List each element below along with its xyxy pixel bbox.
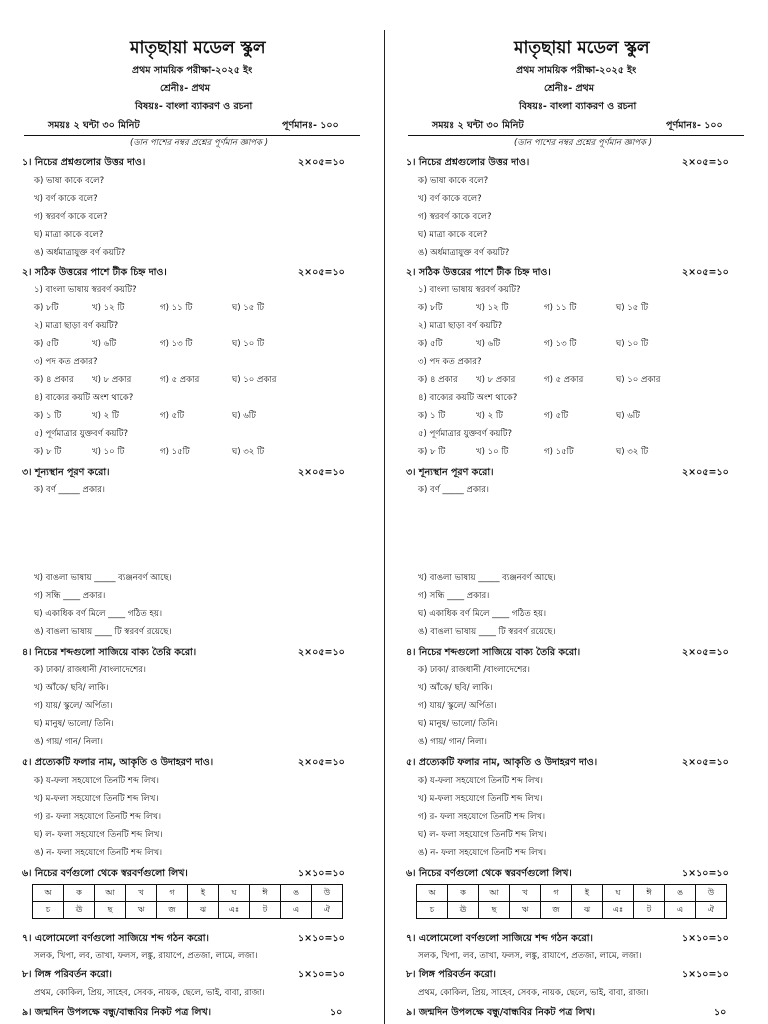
exam-sheet-right — [384, 0, 768, 1024]
q2-question: ৫) পূর্ণমাত্রার যুক্তবর্ণ কয়টি? — [418, 429, 512, 439]
time-label: সময়ঃ ২ ঘন্টা ৩০ মিনিট — [48, 120, 140, 131]
q2-option: গ) ১৫টি — [160, 447, 190, 457]
q1-marks: ২×০৫=১০ — [298, 157, 345, 168]
letter-cell: ঐ — [312, 902, 343, 919]
q4-title: ৪। নিচের শব্দগুলো সাজিয়ে বাক্য তৈরি করো। — [406, 647, 581, 658]
q2-question: ৪) বাক্যের কয়টি অংশ থাকে? — [418, 393, 518, 403]
q6-title: ৬। নিচের বর্ণগুলো থেকে স্বরবর্ণগুলো লিখ। — [22, 868, 188, 879]
q7-title: ৭। এলোমেলো বর্ণগুলো সাজিয়ে শব্দ গঠন করো। — [22, 933, 209, 944]
q2-option: ঘ) ১০ টি — [616, 339, 649, 349]
letters-table — [32, 884, 343, 919]
letter-cell: আ — [479, 885, 510, 902]
letter-cell: অ — [417, 885, 448, 902]
q5-item: ঙ) ন- ফলা সহযোগে তিনটি শব্দ লিখ। — [418, 848, 547, 858]
q2-option: ক) ৪ প্রকার — [34, 375, 74, 385]
letter-cell: ঊ — [448, 902, 479, 919]
q2-option: গ) ৫টি — [544, 411, 569, 421]
q8-text: প্রথম, কোকিল, প্রিয়, সাহেব, সেবক, নায়ক, ছেলে, ভাই, বাবা, রাজা। — [34, 988, 265, 998]
q2-option: ক) ৮টি — [34, 303, 59, 313]
header-rule — [408, 135, 744, 136]
q1-item: ক) ভাষা কাকে বলে? — [34, 176, 105, 186]
class-label: শ্রেনীঃ- প্রথম — [160, 83, 210, 94]
q1-item: ঘ) মাত্রা কাকে বলে? — [34, 230, 104, 240]
q2-option: ঘ) ১৫ টি — [616, 303, 649, 313]
q1-item: ঙ) অর্ধমাত্রাযুক্ত বর্ণ কয়টি? — [418, 248, 510, 258]
q2-option: ক) ১ টি — [418, 411, 446, 421]
q6-marks: ১×১০=১০ — [682, 868, 729, 879]
q3-title: ৩। শূন্যস্থান পূরণ করো। — [22, 467, 110, 478]
q3-marks: ২×০৫=১০ — [682, 467, 729, 478]
letter-cell: ঈ — [250, 885, 281, 902]
letter-cell: ঙ — [281, 885, 312, 902]
letter-cell: ঘ — [219, 885, 250, 902]
q7-text: সলক, খিপা, লব, তাখা, ফলস, লঙ্কু, রাযাপে, প্রতজা, লামে, লজা। — [34, 951, 258, 961]
letter-cell: ঋ — [510, 902, 541, 919]
letter-cell: ট — [634, 902, 665, 919]
q5-marks: ২×০৫=১০ — [682, 757, 729, 768]
q2-option: খ) ৬টি — [476, 339, 501, 349]
q2-option: ক) ৪ প্রকার — [418, 375, 458, 385]
q4-marks: ২×০৫=১০ — [298, 647, 345, 658]
q3-item: ক) বর্ণ _____ প্রকার। — [418, 485, 489, 495]
q2-option: ক) ৮টি — [418, 303, 443, 313]
letter-cell: ঊ — [64, 902, 95, 919]
q2-option: খ) ২ টি — [476, 411, 503, 421]
q2-title: ২। সঠিক উত্তরের পাশে টীক চিহ্ন দাও। — [22, 267, 167, 278]
letter-cell: উ — [312, 885, 343, 902]
q2-option: খ) ১২ টি — [476, 303, 509, 313]
letter-cell: জ — [541, 902, 572, 919]
subject-label: বিষয়ঃ- বাংলা ব্যাকরণ ও রচনা — [519, 101, 637, 112]
q2-question: ১) বাংলা ভাষায় স্বরবর্ণ কয়টি? — [34, 285, 137, 295]
q4-item: ঘ) মানুষ/ ভালো/ তিনি। — [418, 719, 498, 729]
letter-cell: ক — [64, 885, 95, 902]
q2-option: খ) ১০ টি — [92, 447, 125, 457]
q5-marks: ২×০৫=১০ — [298, 757, 345, 768]
q2-question: ২) মাত্রা ছাড়া বর্ণ কয়টি? — [418, 321, 503, 331]
q2-marks: ২×০৫=১০ — [682, 267, 729, 278]
letter-cell: এ — [281, 902, 312, 919]
q3-item: ঘ) একাধিক বর্ণ মিলে ____ গঠিত হয়। — [418, 609, 547, 619]
q5-item: খ) ম-ফলা সহযোগে তিনটি শব্দ লিখ। — [418, 794, 543, 804]
letter-cell: ঋ — [126, 902, 157, 919]
q5-title: ৫। প্রত্যেকটি ফলার নাম, আকৃতি ও উদাহরণ দাও। — [22, 757, 214, 768]
class-label: শ্রেনীঃ- প্রথম — [544, 83, 594, 94]
q1-marks: ২×০৫=১০ — [682, 157, 729, 168]
q1-item: গ) স্বরবর্ণ কাকে বলে? — [418, 212, 492, 222]
header-rule — [24, 135, 360, 136]
q7-marks: ১×১০=১০ — [682, 933, 729, 944]
q4-item: ক) ঢাকা/ রাজধানী /বাংলাদেশের। — [34, 665, 146, 675]
q3-item: গ) সন্ধি ____ প্রকার। — [34, 591, 106, 601]
letter-cell: ক — [448, 885, 479, 902]
q2-option: ক) ৫টি — [418, 339, 443, 349]
marks-note: (ডান পাশের নম্বর প্রশ্নের পূর্ণমান জ্ঞাপক ) — [130, 138, 269, 148]
q5-item: খ) ম-ফলা সহযোগে তিনটি শব্দ লিখ। — [34, 794, 159, 804]
q7-text: সলক, খিপা, লব, তাখা, ফলস, লঙ্কু, রাযাপে, প্রতজা, লামে, লজা। — [418, 951, 642, 961]
marks-note: (ডান পাশের নম্বর প্রশ্নের পূর্ণমান জ্ঞাপক ) — [514, 138, 653, 148]
q3-item: ঙ) বাঙলা ভাষায় ____ টি স্বরবর্ণ রয়েছে। — [34, 627, 172, 637]
letter-cell: খ — [126, 885, 157, 902]
q9-title: ৯। জন্মদিন উপলক্ষে বন্ধু/বান্ধবির নিকট পত্র লিখ। — [406, 1007, 596, 1018]
q4-item: ক) ঢাকা/ রাজধানী /বাংলাদেশের। — [418, 665, 530, 675]
q2-option: ক) ৫টি — [34, 339, 59, 349]
letter-cell: অ — [33, 885, 64, 902]
q2-question: ৩) পদ কত প্রকার? — [418, 357, 482, 367]
letter-cell: জ — [157, 902, 188, 919]
q3-title: ৩। শূন্যস্থান পূরণ করো। — [406, 467, 494, 478]
q1-title: ১। নিচের প্রশ্নগুলোর উত্তর দাও। — [406, 157, 530, 168]
letter-cell: ই — [188, 885, 219, 902]
q2-option: খ) ৮ প্রকার — [92, 375, 132, 385]
letter-cell: চ — [417, 902, 448, 919]
time-label: সময়ঃ ২ ঘন্টা ৩০ মিনিট — [432, 120, 524, 131]
letter-cell: চ — [33, 902, 64, 919]
q2-question: ৩) পদ কত প্রকার? — [34, 357, 98, 367]
q3-item: ঘ) একাধিক বর্ণ মিলে ____ গঠিত হয়। — [34, 609, 163, 619]
q2-title: ২। সঠিক উত্তরের পাশে টীক চিহ্ন দাও। — [406, 267, 551, 278]
letter-cell: ছ — [95, 902, 126, 919]
subject-label: বিষয়ঃ- বাংলা ব্যাকরণ ও রচনা — [135, 101, 253, 112]
q6-marks: ১×১০=১০ — [298, 868, 345, 879]
letter-cell: ঝ — [188, 902, 219, 919]
q1-item: ঙ) অর্ধমাত্রাযুক্ত বর্ণ কয়টি? — [34, 248, 126, 258]
letter-cell: ট — [250, 902, 281, 919]
q3-item: ঙ) বাঙলা ভাষায় ____ টি স্বরবর্ণ রয়েছে। — [418, 627, 556, 637]
q3-marks: ২×০৫=১০ — [298, 467, 345, 478]
q3-item: ক) বর্ণ _____ প্রকার। — [34, 485, 105, 495]
q6-title: ৬। নিচের বর্ণগুলো থেকে স্বরবর্ণগুলো লিখ। — [406, 868, 572, 879]
school-name: মাতৃছায়া মডেল স্কুল — [514, 38, 650, 58]
q4-item: খ) আঁকে/ ছবি/ লাকি। — [418, 683, 493, 693]
q3-item: গ) সন্ধি ____ প্রকার। — [418, 591, 490, 601]
q2-option: ক) ১ টি — [34, 411, 62, 421]
letter-cell: ই — [572, 885, 603, 902]
letter-cell: খ — [510, 885, 541, 902]
letter-cell: ছ — [479, 902, 510, 919]
q2-option: গ) ৫টি — [160, 411, 185, 421]
full-marks-label: পূর্ণমানঃ- ১০০ — [666, 120, 723, 131]
q2-option: ঘ) ৩২ টি — [616, 447, 649, 457]
q2-option: গ) ৫ প্রকার — [544, 375, 584, 385]
q2-question: ৫) পূর্ণমাত্রার যুক্তবর্ণ কয়টি? — [34, 429, 128, 439]
q2-option: ঘ) ১০ প্রকার — [232, 375, 277, 385]
q5-item: ক) য-ফলা সহযোগে তিনটি শব্দ লিখ। — [418, 776, 543, 786]
letter-cell: ঝ — [572, 902, 603, 919]
letter-cell: এঃ — [219, 902, 250, 919]
q8-marks: ১×১০=১০ — [682, 969, 729, 980]
q2-option: ঘ) ১০ প্রকার — [616, 375, 661, 385]
q1-title: ১। নিচের প্রশ্নগুলোর উত্তর দাও। — [22, 157, 146, 168]
q4-item: ঙ) গায়/ গান/ নিলা। — [418, 737, 487, 747]
q2-option: খ) ৮ প্রকার — [476, 375, 516, 385]
q5-title: ৫। প্রত্যেকটি ফলার নাম, আকৃতি ও উদাহরণ দাও। — [406, 757, 598, 768]
letter-cell: ঘ — [603, 885, 634, 902]
q1-item: খ) বর্ণ কাকে বলে? — [418, 194, 482, 204]
q3-item: খ) বাঙলা ভাষায় _____ ব্যঞ্জনবর্ণ আছে। — [34, 573, 172, 583]
q2-option: গ) ৫ প্রকার — [160, 375, 200, 385]
q2-option: ঘ) ৩২ টি — [232, 447, 265, 457]
q9-title: ৯। জন্মদিন উপলক্ষে বন্ধু/বান্ধবির নিকট পত্র লিখ। — [22, 1007, 212, 1018]
q2-option: গ) ১৫টি — [544, 447, 574, 457]
q5-item: ঘ) ল- ফলা সহযোগে তিনটি শব্দ লিখ। — [34, 830, 163, 840]
q4-title: ৪। নিচের শব্দগুলো সাজিয়ে বাক্য তৈরি করো। — [22, 647, 197, 658]
exam-name: প্রথম সাময়িক পরীক্ষা-২০২৫ ইং — [132, 65, 253, 76]
q2-option: ঘ) ১৫ টি — [232, 303, 265, 313]
q1-item: ঘ) মাত্রা কাকে বলে? — [418, 230, 488, 240]
q2-option: খ) ১২ টি — [92, 303, 125, 313]
q2-question: ৪) বাক্যের কয়টি অংশ থাকে? — [34, 393, 134, 403]
q8-text: প্রথম, কোকিল, প্রিয়, সাহেব, সেবক, নায়ক, ছেলে, ভাই, বাবা, রাজা। — [418, 988, 649, 998]
q4-item: ঘ) মানুষ/ ভালো/ তিনি। — [34, 719, 114, 729]
q2-option: খ) ৬টি — [92, 339, 117, 349]
letter-cell: এ — [665, 902, 696, 919]
q2-option: ক) ৮ টি — [34, 447, 62, 457]
school-name: মাতৃছায়া মডেল স্কুল — [130, 38, 266, 58]
q2-option: ঘ) ১০ টি — [232, 339, 265, 349]
letter-cell: গ — [541, 885, 572, 902]
q2-option: গ) ১১ টি — [544, 303, 577, 313]
q4-item: গ) যায়/ স্কুলে/ অর্পিতা। — [418, 701, 497, 711]
q2-question: ২) মাত্রা ছাড়া বর্ণ কয়টি? — [34, 321, 119, 331]
q5-item: ঘ) ল- ফলা সহযোগে তিনটি শব্দ লিখ। — [418, 830, 547, 840]
full-marks-label: পূর্ণমানঃ- ১০০ — [282, 120, 339, 131]
q2-option: ঘ) ৬টি — [232, 411, 256, 421]
q2-marks: ২×০৫=১০ — [298, 267, 345, 278]
q2-option: খ) ১০ টি — [476, 447, 509, 457]
q5-item: গ) র- ফলা সহযোগে তিনটি শব্দ লিখ। — [34, 812, 162, 822]
q4-item: ঙ) গায়/ গান/ নিলা। — [34, 737, 103, 747]
q5-item: গ) র- ফলা সহযোগে তিনটি শব্দ লিখ। — [418, 812, 546, 822]
q3-item: খ) বাঙলা ভাষায় _____ ব্যঞ্জনবর্ণ আছে। — [418, 573, 556, 583]
q8-marks: ১×১০=১০ — [298, 969, 345, 980]
q1-item: ক) ভাষা কাকে বলে? — [418, 176, 489, 186]
q4-marks: ২×০৫=১০ — [682, 647, 729, 658]
q1-item: গ) স্বরবর্ণ কাকে বলে? — [34, 212, 108, 222]
q2-option: গ) ১৩ টি — [160, 339, 193, 349]
q7-marks: ১×১০=১০ — [298, 933, 345, 944]
q4-item: খ) আঁকে/ ছবি/ লাকি। — [34, 683, 109, 693]
letter-cell: এঃ — [603, 902, 634, 919]
q2-option: ঘ) ৬টি — [616, 411, 640, 421]
letter-cell: আ — [95, 885, 126, 902]
q2-option: খ) ২ টি — [92, 411, 119, 421]
letter-cell: ঈ — [634, 885, 665, 902]
q5-item: ক) য-ফলা সহযোগে তিনটি শব্দ লিখ। — [34, 776, 159, 786]
q8-title: ৮। লিঙ্গ পরিবর্তন করো। — [22, 969, 112, 980]
q2-option: গ) ১৩ টি — [544, 339, 577, 349]
letters-table — [416, 884, 727, 919]
exam-name: প্রথম সাময়িক পরীক্ষা-২০২৫ ইং — [516, 65, 637, 76]
q5-item: ঙ) ন- ফলা সহযোগে তিনটি শব্দ লিখ। — [34, 848, 163, 858]
q9-marks: ১০ — [714, 1007, 727, 1018]
q4-item: গ) যায়/ স্কুলে/ অর্পিতা। — [34, 701, 113, 711]
q2-question: ১) বাংলা ভাষায় স্বরবর্ণ কয়টি? — [418, 285, 521, 295]
q1-item: খ) বর্ণ কাকে বলে? — [34, 194, 98, 204]
q9-marks: ১০ — [330, 1007, 343, 1018]
q2-option: গ) ১১ টি — [160, 303, 193, 313]
q7-title: ৭। এলোমেলো বর্ণগুলো সাজিয়ে শব্দ গঠন করো। — [406, 933, 593, 944]
letter-cell: উ — [696, 885, 727, 902]
q2-option: ক) ৮ টি — [418, 447, 446, 457]
letter-cell: গ — [157, 885, 188, 902]
q8-title: ৮। লিঙ্গ পরিবর্তন করো। — [406, 969, 496, 980]
letter-cell: ঙ — [665, 885, 696, 902]
letter-cell: ঐ — [696, 902, 727, 919]
